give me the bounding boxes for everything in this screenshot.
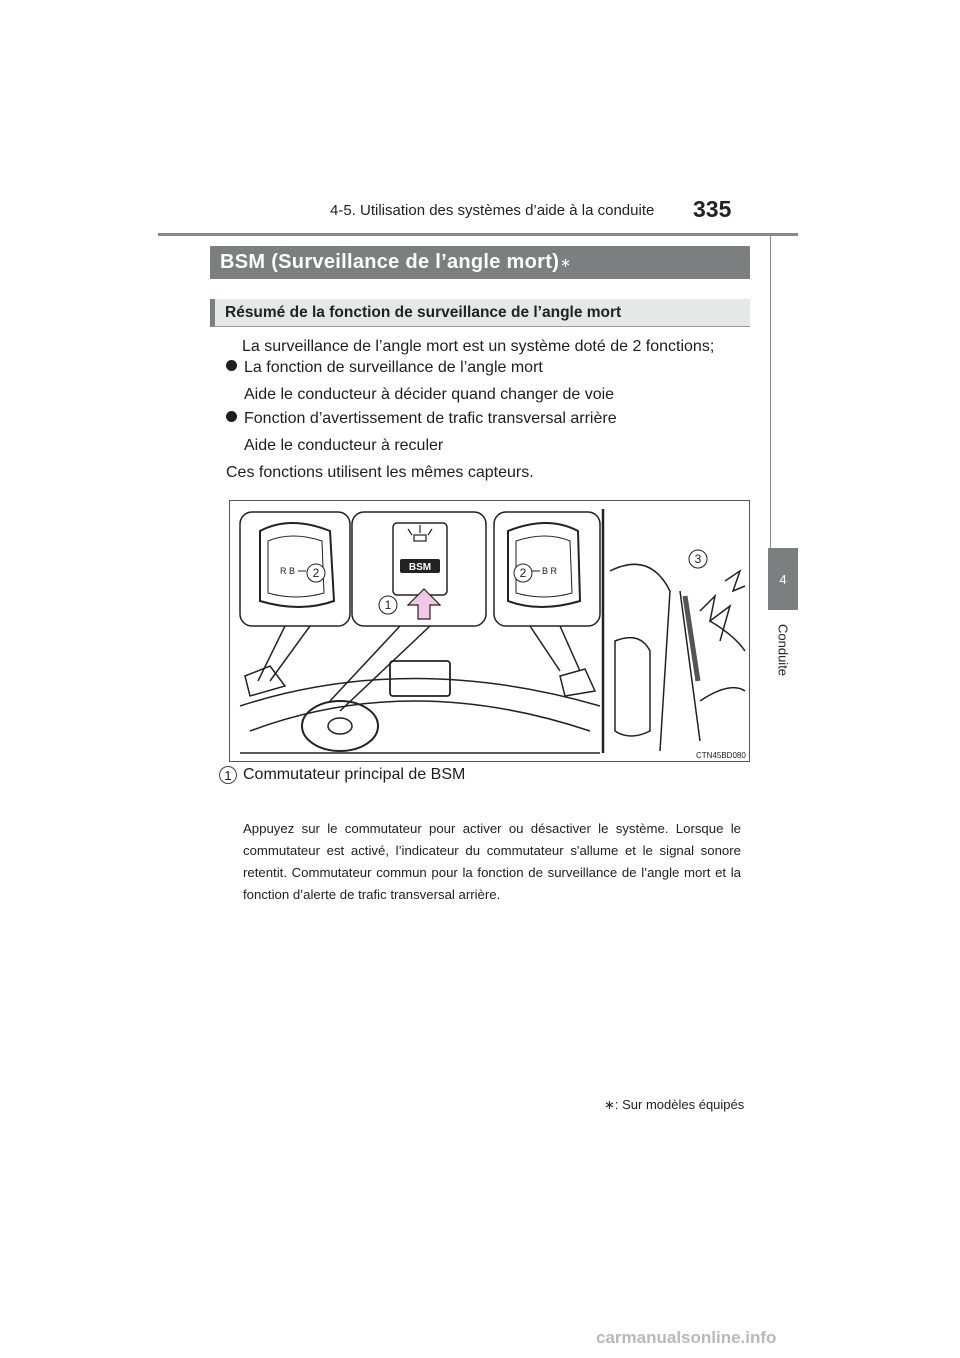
- section-title: BSM (Surveillance de l’angle mort): [220, 251, 560, 273]
- bullet-label: Fonction d’avertissement de trafic transversal arrière: [244, 410, 617, 427]
- bullet-item: [226, 359, 543, 377]
- callout-number: 3: [694, 552, 702, 566]
- footnote-asterisk: ∗: [604, 1097, 615, 1112]
- page-number: 335: [693, 196, 732, 222]
- bsm-label: BSM: [408, 562, 432, 573]
- bullet-detail: Aide le conducteur à reculer: [244, 437, 444, 454]
- bullet-dot: [226, 360, 237, 371]
- section-title-bar: [210, 246, 750, 279]
- bullet-dot: [226, 411, 237, 422]
- left-mirror-indicator-label: R B: [280, 566, 296, 576]
- item-title: Commutateur principal de BSM: [243, 766, 466, 783]
- warning-sound-icon: [700, 596, 730, 641]
- item-number-badge: 1: [219, 766, 237, 784]
- bsm-illustration: [229, 500, 750, 762]
- press-arrow-icon: [408, 589, 440, 619]
- footnote: [604, 1097, 744, 1113]
- item-description: Appuyez sur le commutateur pour activer ou désactiver le système. Lorsque le commutateur est activé, l’indicateur du commutateur s'allume et le signal sonore retentit. Commutateur commun pour la fonction de surveillance de l’angle mort et la fonction d’alerte de trafic transversal arrière.: [243, 821, 741, 902]
- chapter-tab: 4: [768, 548, 798, 610]
- side-divider: [770, 234, 771, 548]
- callout-number: 2: [519, 566, 527, 580]
- callout-number: 1: [384, 598, 392, 612]
- intro-text: La surveillance de l’angle mort est un système doté de 2 fonctions;: [242, 338, 715, 355]
- header-rule: [158, 233, 798, 236]
- title-asterisk: ∗: [560, 254, 572, 270]
- header-section-title: 4-5. Utilisation des systèmes d’aide à la conduite: [330, 202, 655, 219]
- watermark: carmanualsonline.info: [596, 1328, 777, 1347]
- subsection-title: Résumé de la fonction de surveillance de l’angle mort: [210, 299, 750, 327]
- chapter-label: Conduite: [775, 623, 791, 677]
- bsm-illustration-drawing: [230, 501, 749, 761]
- figure-code: CTN45BD080: [696, 751, 746, 760]
- bullet-item: [226, 410, 617, 428]
- footnote-text: : Sur modèles équipés: [614, 1097, 745, 1112]
- left-callout-pointer: [258, 626, 285, 681]
- outro-text: Ces fonctions utilisent les mêmes capteurs.: [226, 464, 534, 481]
- callout-number: 2: [312, 566, 320, 580]
- bullet-detail: Aide le conducteur à décider quand changer de voie: [244, 386, 615, 403]
- right-mirror-indicator-label: B R: [542, 566, 558, 576]
- bullet-label: La fonction de surveillance de l’angle mort: [244, 359, 543, 376]
